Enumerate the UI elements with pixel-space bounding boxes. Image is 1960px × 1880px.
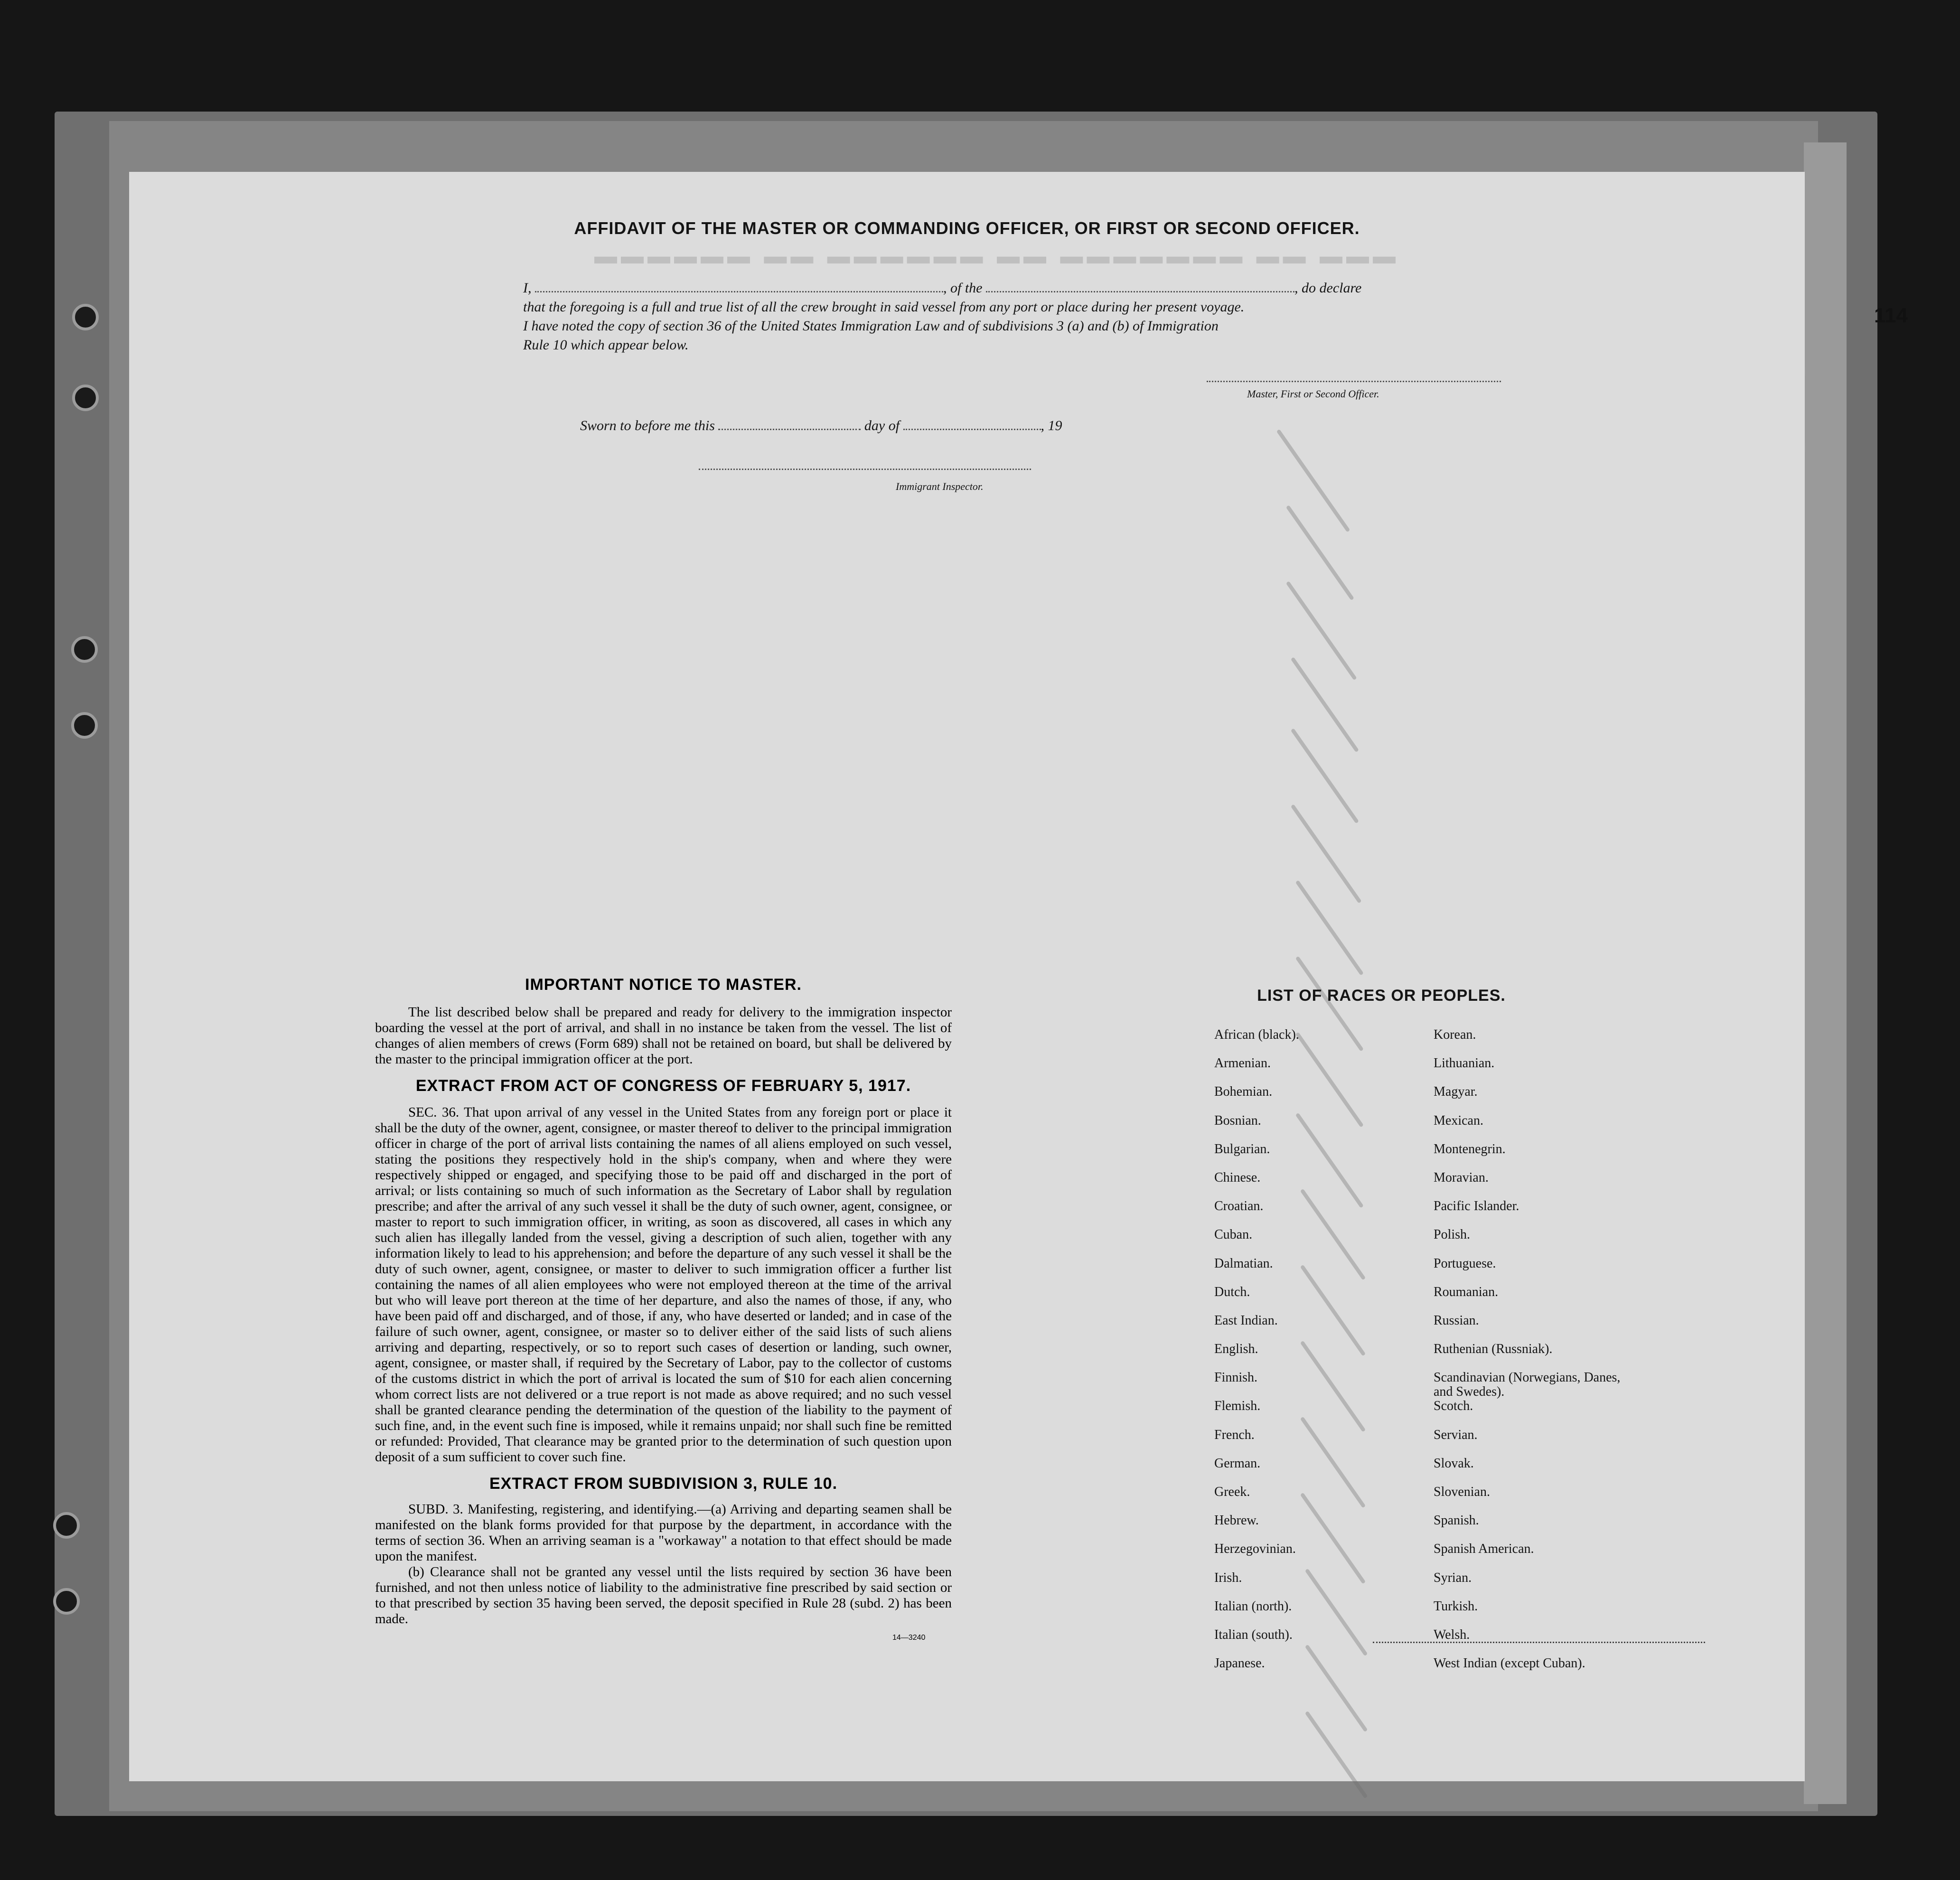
race-item: Syrian.: [1434, 1570, 1472, 1585]
race-item: Slovenian.: [1434, 1485, 1490, 1499]
sworn-line: [580, 418, 1062, 434]
race-item: Irish.: [1214, 1570, 1242, 1585]
affidavit-line-2: that the foregoing is a full and true list of all the crew brought in said vessel from any port or place during her present voyage.: [523, 299, 1245, 315]
race-item: Greek.: [1214, 1485, 1250, 1499]
race-item: Roumanian.: [1434, 1284, 1499, 1299]
race-item: German.: [1214, 1456, 1261, 1471]
race-item: Japanese.: [1214, 1656, 1265, 1671]
act-title: EXTRACT FROM ACT OF CONGRESS OF FEBRUARY 5, 1917.: [415, 1077, 911, 1095]
race-item: Italian (south).: [1214, 1627, 1293, 1642]
bleed-through-title: ▬▬▬ ▬▬ ▬▬▬▬▬▬▬ ▬▬ ▬▬▬▬▬▬ ▬▬ ▬▬▬▬▬▬: [591, 244, 1396, 269]
race-item: Spanish American.: [1434, 1542, 1534, 1557]
page-number: 114: [1874, 304, 1908, 327]
act-body: SEC. 36. That upon arrival of any vessel in the United States from any foreign port or place it shall be the duty of the owner, agent, consignee, or master thereof to deliver to the principal immigration officer in charge of the port of arrival lists containing the names of all aliens employed on such vessel, stating the positions they respectively hold in the ship's company, when and where they were respectively shipped or engaged, and specifying those to be paid off and discharged in the port of arrival; or lists containing so much of such information as the Secretary of Labor shall by regulation prescribe; and after the arrival of any such vessel it shall be the duty of such owner, agent, consignee, or master to report to such immigration officer, in writing, as soon as discovered, all cases in which any such alien has illegally landed from the vessel, giving a description of such alien, together with any information likely to lead to his apprehension; and before the departure of any such vessel it shall be the duty of such owner, agent, consignee, or master to deliver to such immigration officer a further list containing the names of all alien employees who were not employed thereon at the time of the arrival but who will leave port thereon at the time of her departure, and also the names of those, if any, who have been paid off and discharged, and of those, if any, who have deserted or landed; and in case of the failure of such owner, agent, consignee, or master so to deliver either of the said lists of such aliens arriving and departing, respectively, or so to report such cases of desertion or landing, such owner, agent, consignee, or master shall, if required by the Secretary of Labor, pay to the collector of customs of the customs district in which the port of arrival is located the sum of $10 for each alien concerning whom correct lists are not delivered or a true report is not made as above required; and no such vessel shall be granted clearance pending the determination of the question of the liability to the payment of such fine, and, in the event such fine is imposed, while it remains unpaid; nor shall such fine be remitted or refunded: Provided, That clearance may be granted prior to the determination of such question upon deposit of a sum sufficient to cover such fine.: [375, 1105, 952, 1465]
master-caption: Master, First or Second Officer.: [1247, 388, 1379, 400]
affidavit-line-3: I have noted the copy of section 36 of the United States Immigration Law and of subdivisions 3 (a) and (b) of Immigration: [523, 318, 1219, 334]
sworn-month-blank[interactable]: [903, 418, 1041, 430]
inspector-caption: Immigrant Inspector.: [896, 480, 984, 492]
race-item: Polish.: [1434, 1227, 1471, 1242]
race-item: Bosnian.: [1214, 1113, 1261, 1128]
sworn-prefix: Sworn to before me this: [580, 418, 715, 433]
race-item: English.: [1214, 1342, 1258, 1357]
race-item: African (black).: [1214, 1027, 1299, 1042]
race-item: Magyar.: [1434, 1084, 1478, 1100]
name-blank[interactable]: [535, 281, 943, 292]
race-item: French.: [1214, 1427, 1255, 1442]
race-item: Finnish.: [1214, 1370, 1258, 1385]
race-item: Italian (north).: [1214, 1598, 1292, 1614]
race-item: Ruthenian (Russniak).: [1434, 1342, 1553, 1357]
sworn-date-blank[interactable]: [718, 418, 861, 430]
race-item: Welsh.: [1434, 1627, 1470, 1642]
race-item: Bulgarian.: [1214, 1141, 1270, 1156]
race-item: East Indian.: [1214, 1313, 1278, 1328]
races-right-column: [1434, 1028, 1699, 1685]
notice-title: IMPORTANT NOTICE TO MASTER.: [525, 976, 802, 994]
affidavit-of-the: , of the: [943, 280, 983, 296]
affidavit-declare: , do declare: [1294, 280, 1362, 296]
notice-column: [375, 976, 952, 1642]
race-item: Russian.: [1434, 1313, 1479, 1328]
inspector-signature-blank[interactable]: [699, 469, 1031, 470]
affidavit-i: I,: [523, 280, 532, 296]
race-item: Moravian.: [1434, 1170, 1489, 1185]
race-item: Dutch.: [1214, 1284, 1250, 1299]
race-item: Portuguese.: [1434, 1256, 1496, 1271]
race-item: Pacific Islander.: [1434, 1199, 1519, 1214]
binder-strip: [1804, 142, 1847, 1804]
race-item: Bohemian.: [1214, 1084, 1273, 1100]
race-item: Herzegovinian.: [1214, 1542, 1296, 1557]
race-item: West Indian (except Cuban).: [1434, 1656, 1585, 1671]
race-item: Montenegrin.: [1434, 1141, 1506, 1156]
form-code: 14—3240: [892, 1634, 926, 1642]
rule-title: EXTRACT FROM SUBDIVISION 3, RULE 10.: [489, 1475, 838, 1493]
sworn-year: , 19: [1041, 418, 1062, 433]
race-item: Armenian.: [1214, 1056, 1271, 1071]
binder-hole-icon: [72, 385, 99, 411]
race-item: Mexican.: [1434, 1113, 1483, 1128]
welsh-leader-dots: [1373, 1642, 1705, 1643]
race-item: Chinese.: [1214, 1170, 1261, 1185]
race-item: Cuban.: [1214, 1227, 1253, 1242]
race-item: Scotch.: [1434, 1399, 1473, 1414]
affidavit-declaration-line: [523, 279, 1463, 298]
signature-blank[interactable]: [1207, 381, 1501, 382]
binder-hole-icon: [53, 1588, 80, 1615]
race-item: Dalmatian.: [1214, 1256, 1273, 1271]
race-item: Spanish.: [1434, 1513, 1479, 1528]
binder-hole-icon: [53, 1512, 80, 1539]
binder-hole-icon: [71, 636, 98, 663]
affidavit-line-4: Rule 10 which appear below.: [523, 337, 689, 353]
race-item: Croatian.: [1214, 1199, 1264, 1214]
notice-body: The list described below shall be prepared and ready for delivery to the immigration inspector boarding the vessel at the port of arrival, and shall in no instance be taken from the vessel. The list of changes of alien members of crews (Form 689) shall not be retained on board, but shall be delivered by the master to the principal immigration officer at the port.: [375, 1005, 952, 1067]
vessel-blank[interactable]: [986, 281, 1294, 292]
race-item: Korean.: [1434, 1027, 1476, 1042]
binder-hole-icon: [71, 712, 98, 739]
race-item: Hebrew.: [1214, 1513, 1259, 1528]
race-item: Flemish.: [1214, 1399, 1261, 1414]
race-item: Turkish.: [1434, 1598, 1478, 1614]
races-left-column: [1214, 1028, 1423, 1685]
race-item: Slovak.: [1434, 1456, 1474, 1471]
affidavit-title: AFFIDAVIT OF THE MASTER OR COMMANDING OFFICER, OR FIRST OR SECOND OFFICER.: [574, 218, 1360, 238]
race-item: Servian.: [1434, 1427, 1478, 1442]
sworn-day: day of: [864, 418, 900, 433]
binder-hole-icon: [72, 304, 99, 330]
rule-para-b: (b) Clearance shall not be granted any vessel until the lists required by section 36 have been furnished, and not then unless notice of liability to the administrative fine prescribed by said section or to that prescribed by section 35 having been served, the deposit specified in Rule 28 (subd. 2) has been made.: [375, 1564, 952, 1626]
races-title: LIST OF RACES OR PEOPLES.: [1257, 987, 1506, 1005]
race-item: Scandinavian (Norwegians, Danes, and Swedes).: [1434, 1370, 1621, 1400]
race-item: Lithuanian.: [1434, 1056, 1495, 1071]
rule-para-a: SUBD. 3. Manifesting, registering, and identifying.—(a) Arriving and departing seamen shall be manifested on the blank forms provided for that purpose by the department, in accordance with the terms of section 36. When an arriving seaman is a "workaway" a notation to that effect should be made upon the manifest.: [375, 1502, 952, 1564]
